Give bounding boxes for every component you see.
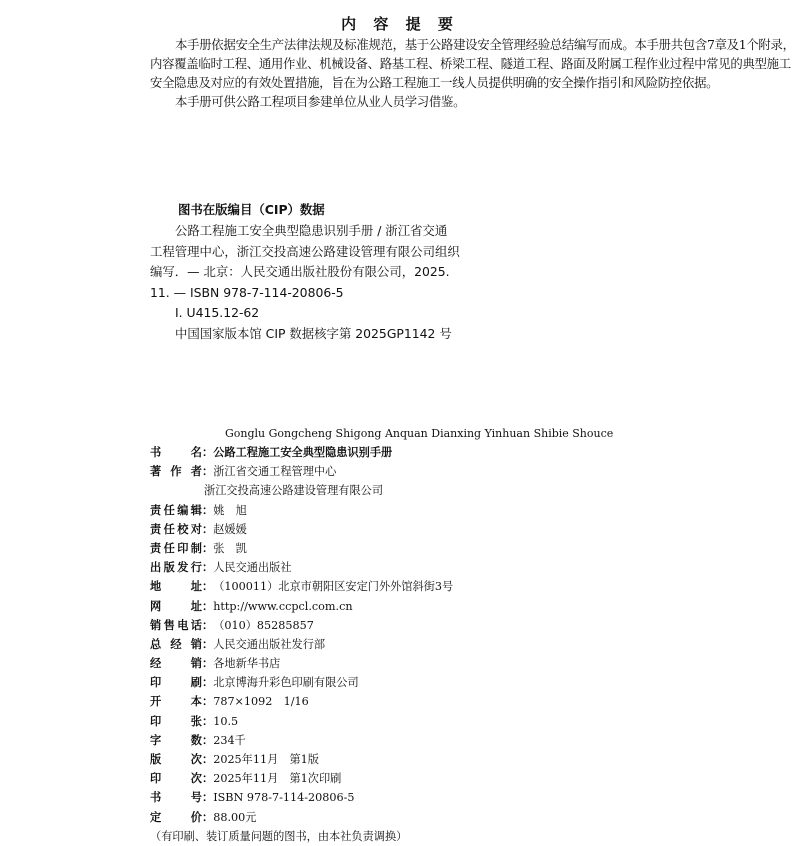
summary-title: 内 容 提 要 bbox=[341, 15, 459, 33]
colophon-label: 版次 bbox=[150, 753, 202, 766]
proofreader-value: 赵媛媛 bbox=[213, 522, 247, 536]
colophon-label: 经销 bbox=[150, 657, 202, 671]
colophon-label: 字数 bbox=[150, 733, 202, 747]
printer-value: 北京博海升彩色印刷有限公司 bbox=[213, 676, 359, 690]
colon: ： bbox=[202, 541, 214, 555]
colophon-row-general-distributor bbox=[150, 635, 453, 654]
colophon-label: 著作者 bbox=[150, 465, 202, 479]
colon: ： bbox=[202, 503, 214, 517]
cip-data-block bbox=[150, 221, 460, 344]
colophon-row-editor bbox=[150, 501, 453, 520]
cip-line: 工程管理中心，浙江交投高速公路建设管理有限公司组织 bbox=[150, 243, 460, 259]
colophon-label: 责任编辑 bbox=[150, 503, 202, 517]
colophon-label: 销售电话 bbox=[150, 618, 202, 632]
colon: ： bbox=[202, 810, 214, 824]
summary-paragraph: 本手册依据安全生产法律法规及标准规范，基于公路建设安全管理经验总结编写而成。本手册共包含7章及1个附录，内容覆盖临时工程、通用作业、机械设备、路基工程、桥梁工程、隧道工程、路面及附属工程作业过程中常见的典型施工安全隐患及对应的有效处置措施，旨在为公路工程施工一线人员提供明确的安全操作指引和风险防控依据。 bbox=[150, 37, 795, 90]
colophon-label: 印张 bbox=[150, 714, 202, 728]
impression-value: 2025年11月 第1次印刷 bbox=[213, 772, 342, 786]
colophon-label: 责任校对 bbox=[150, 522, 202, 536]
colophon-row-book-name bbox=[150, 443, 453, 462]
isbn-value: ISBN 978-7-114-20806-5 bbox=[213, 791, 355, 805]
colon: ： bbox=[202, 753, 214, 766]
author-value: 浙江省交通工程管理中心 bbox=[213, 465, 337, 479]
colophon-label: 印次 bbox=[150, 772, 202, 786]
colon: ： bbox=[202, 714, 214, 728]
colophon-row-impression bbox=[150, 769, 453, 788]
colon: ： bbox=[202, 733, 214, 747]
author-value: 浙江交投高速公路建设管理有限公司 bbox=[204, 484, 384, 498]
summary-paragraph: 本手册可供公路工程项目参建单位从业人员学习借鉴。 bbox=[175, 94, 466, 109]
colophon-row-address bbox=[150, 577, 453, 596]
printing-supervisor-value: 张 凯 bbox=[213, 541, 247, 555]
colophon-row-authors-cont bbox=[150, 481, 453, 500]
quality-notice: （有印刷、装订质量问题的图书，由本社负责调换） bbox=[150, 829, 408, 843]
colophon-row-publisher bbox=[150, 558, 453, 577]
colophon-label: 责任印制 bbox=[150, 541, 202, 555]
price-value: 88.00元 bbox=[213, 810, 257, 824]
colophon-row-distributor bbox=[150, 654, 453, 673]
cip-line: 11. — ISBN 978-7-114-20806-5 bbox=[150, 284, 344, 300]
colon: ： bbox=[202, 446, 214, 459]
colon: ： bbox=[202, 772, 214, 786]
colophon-label: 出版发行 bbox=[150, 561, 202, 575]
cip-line: Ⅰ. U415.12-62 bbox=[175, 305, 260, 320]
cip-heading: 图书在版编目（CIP）数据 bbox=[178, 202, 325, 217]
colon: ： bbox=[202, 599, 214, 613]
cip-line: 编写．— 北京：人民交通出版社股份有限公司，2025. bbox=[150, 264, 450, 279]
colophon-label: 书号 bbox=[150, 791, 202, 805]
colophon-label: 总经销 bbox=[150, 637, 202, 651]
colon: ： bbox=[202, 791, 214, 805]
sheets-value: 10.5 bbox=[213, 714, 239, 728]
editor-value: 姚 旭 bbox=[213, 503, 247, 517]
edition-value: 2025年11月 第1版 bbox=[213, 753, 319, 766]
cip-line: 中国国家版本馆 CIP 数据核字第 2025GP1142 号 bbox=[175, 325, 452, 341]
colophon-row-proofreader bbox=[150, 520, 453, 539]
distributor-value: 各地新华书店 bbox=[213, 657, 281, 671]
colophon-row-edition bbox=[150, 750, 453, 769]
colophon-row-word-count bbox=[150, 731, 453, 750]
colon: ： bbox=[202, 637, 214, 651]
website-link[interactable]: http://www.ccpcl.com.cn bbox=[213, 599, 353, 613]
colon: ： bbox=[202, 657, 214, 671]
colophon-row-isbn bbox=[150, 788, 453, 807]
summary-section bbox=[150, 35, 800, 111]
colophon-row-sheets bbox=[150, 712, 453, 731]
colon: ： bbox=[202, 695, 214, 709]
colophon-row-website bbox=[150, 597, 453, 616]
colophon bbox=[150, 443, 453, 846]
colon: ： bbox=[202, 465, 214, 479]
cip-line: 公路工程施工安全典型隐患识别手册 / 浙江省交通 bbox=[175, 223, 448, 238]
sales-phone-value: （010）85285857 bbox=[213, 618, 314, 632]
colophon-row-printing-supervisor bbox=[150, 539, 453, 558]
colon: ： bbox=[202, 580, 214, 594]
colophon-label: 印刷 bbox=[150, 676, 202, 690]
general-distributor-value: 人民交通出版社发行部 bbox=[213, 637, 326, 651]
colophon-row-notice bbox=[150, 827, 453, 846]
book-name-value: 公路工程施工安全典型隐患识别手册 bbox=[213, 446, 393, 459]
publisher-value: 人民交通出版社 bbox=[213, 561, 292, 575]
colophon-label: 书名 bbox=[150, 446, 202, 459]
pinyin-title: Gonglu Gongcheng Shigong Anquan Dianxing Yinhuan Shibie Shouce bbox=[225, 427, 614, 440]
word-count-value: 234千 bbox=[213, 733, 246, 747]
colophon-label: 定价 bbox=[150, 810, 202, 824]
colophon-label: 开本 bbox=[150, 695, 202, 709]
colophon-row-price bbox=[150, 808, 453, 827]
colophon-row-printer bbox=[150, 673, 453, 692]
colon: ： bbox=[202, 676, 214, 690]
colophon-label: 地址 bbox=[150, 580, 202, 594]
colophon-row-authors bbox=[150, 462, 453, 481]
colophon-label: 网址 bbox=[150, 599, 202, 613]
colophon-row-sales-phone bbox=[150, 616, 453, 635]
colophon-row-format bbox=[150, 692, 453, 711]
address-value: （100011）北京市朝阳区安定门外外馆斜街3号 bbox=[213, 580, 454, 594]
format-value: 787×1092 1/16 bbox=[213, 695, 309, 709]
colon: ： bbox=[202, 522, 214, 536]
colon: ： bbox=[202, 561, 214, 575]
colon: ： bbox=[202, 618, 214, 632]
